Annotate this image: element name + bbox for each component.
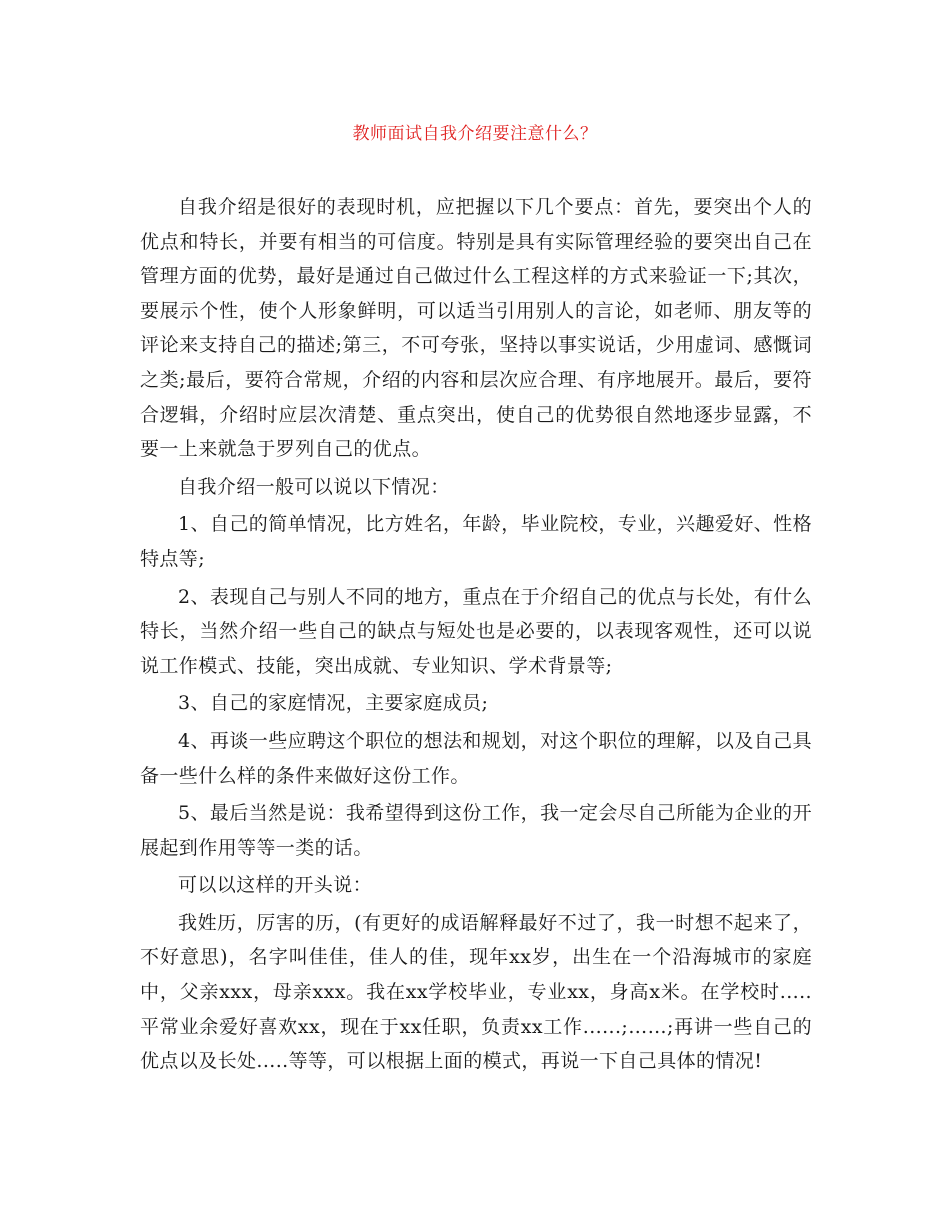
paragraph-intro: 自我介绍是很好的表现时机，应把握以下几个要点：首先，要突出个人的优点和特长，并要有相当的可信度。特别是具有实际管理经验的要突出自己在管理方面的优势，最好是通过自己做过什么工程这样的方式来验证一下;其次，要展示个性，使个人形象鲜明，可以适当引用别人的言论，如老师、朋友等的评论来支持自己的描述;第三，不可夸张，坚持以事实说话，少用虚词、感慨词之类;最后，要符合常规，介绍的内容和层次应合理、有序地展开。最后，要符合逻辑，介绍时应层次清楚、重点突出，使自己的优势很自然地逐步显露，不要一上来就急于罗列自己的优点。 xyxy=(140,196,812,461)
paragraph-item-2: 2、表现自己与别人不同的地方，重点在于介绍自己的优点与长处，有什么特长，当然介绍一些自己的缺点与短处也是必要的，以表现客观性，还可以说说工作模式、技能，突出成就、专业知识、学术背景等; xyxy=(140,585,812,677)
paragraph-overview: 自我介绍一般可以说以下情况： xyxy=(178,475,450,498)
paragraph-item-4: 4、再谈一些应聘这个职位的想法和规划，对这个职位的理解，以及自己具备一些什么样的条件来做好这份工作。 xyxy=(140,729,812,787)
paragraph-opening: 可以以这样的开头说： xyxy=(178,874,373,897)
paragraph-item-5: 5、最后当然是说：我希望得到这份工作，我一定会尽自己所能为企业的开展起到作用等等一类的话。 xyxy=(140,802,812,859)
document-title: 教师面试自我介绍要注意什么？ xyxy=(352,124,598,144)
paragraph-example: 我姓历，厉害的历，(有更好的成语解释最好不过了，我一时想不起来了，不好意思)，名字叫佳佳，佳人的佳，现年xx岁，出生在一个沿海城市的家庭中，父亲xxx，母亲xxx。我在xx学校毕业，专业xx，身高x米。在学校时.....平常业余爱好喜欢xx，现在于xx任职，负责xx工作......;……;再讲一些自己的优点以及长处.....等等，可以根据上面的模式，再说一下自己具体的情况! xyxy=(140,911,812,1073)
document-body xyxy=(140,190,812,1082)
paragraph-item-1: 1、自己的简单情况，比方姓名，年龄，毕业院校，专业，兴趣爱好、性格特点等; xyxy=(140,513,812,570)
paragraph-item-3: 3、自己的家庭情况，主要家庭成员; xyxy=(178,692,489,715)
